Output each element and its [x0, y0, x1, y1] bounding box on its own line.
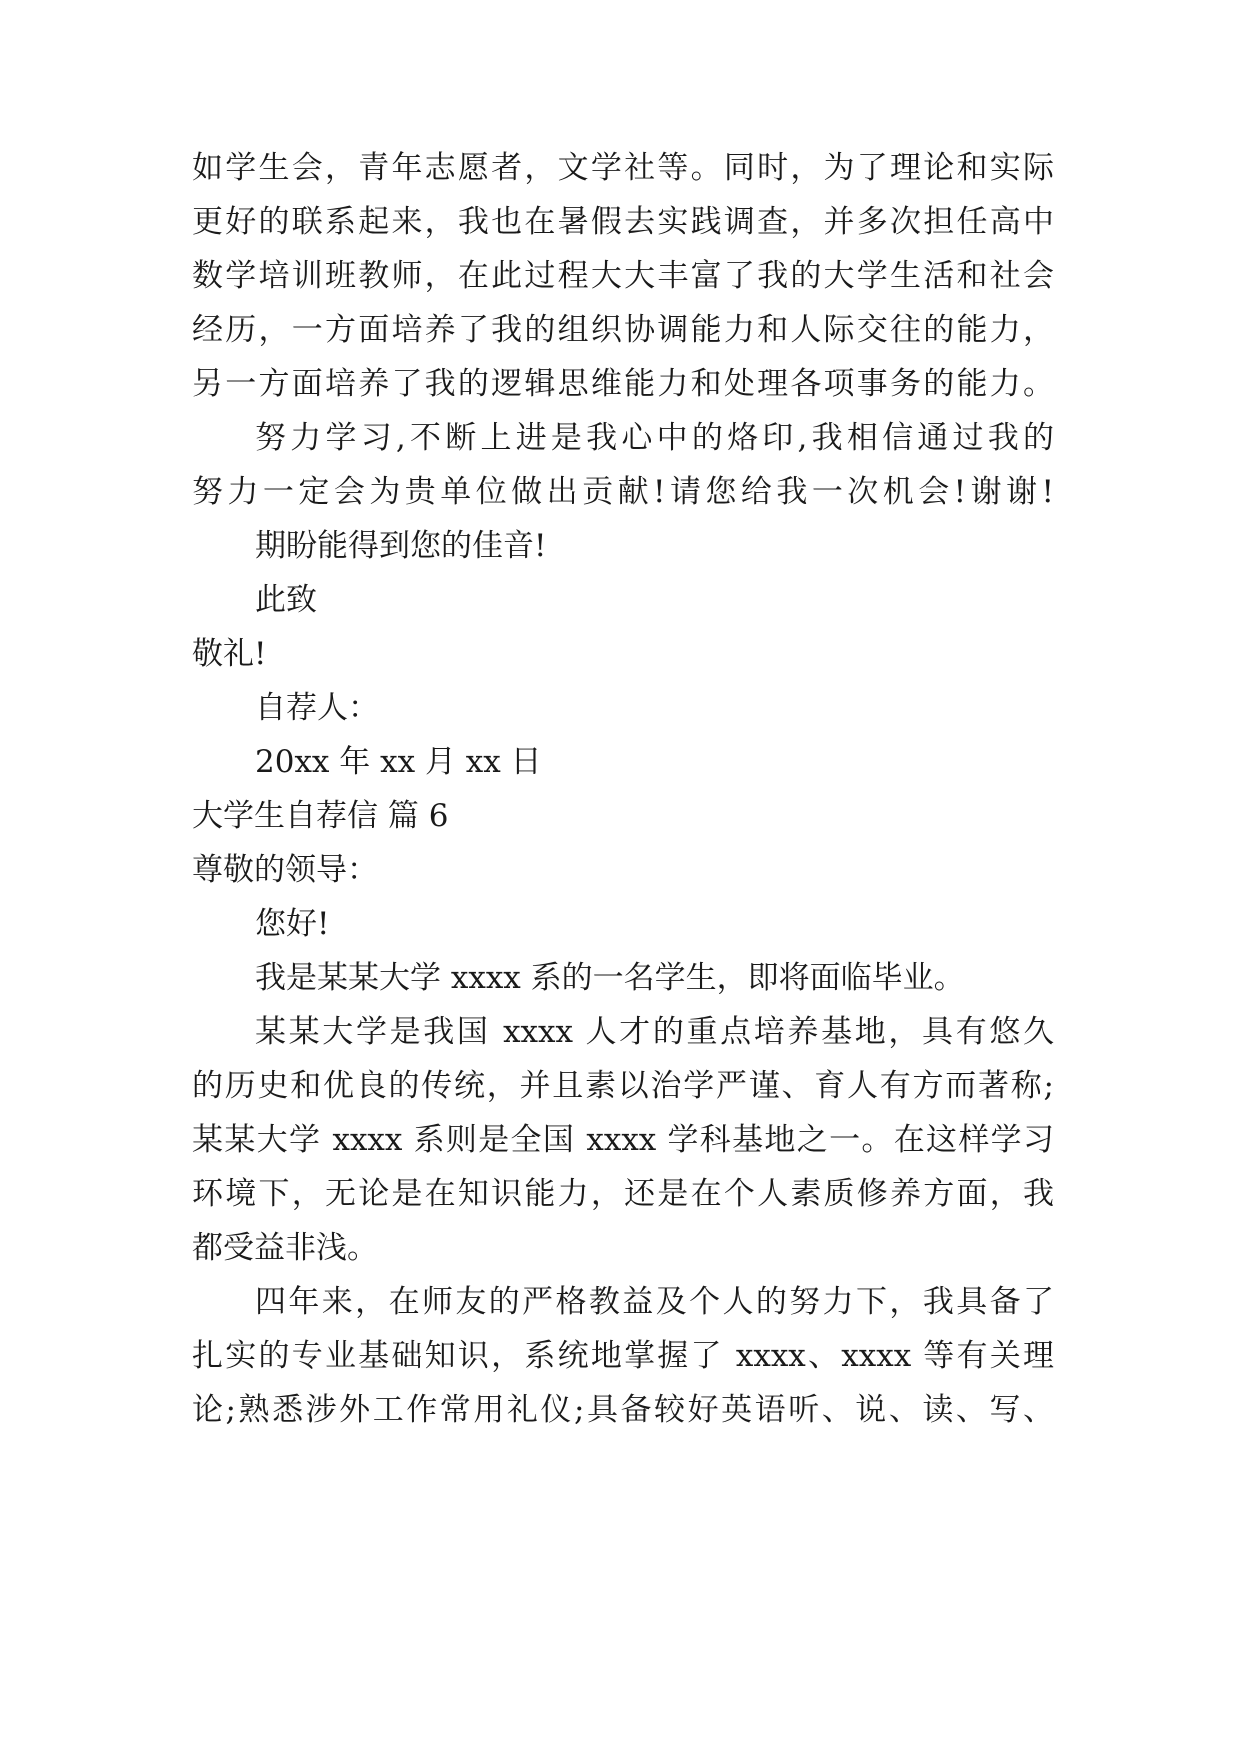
text-line: 扎实的专业基础知识，系统地掌握了 xxxx、xxxx 等有关理	[192, 1338, 1054, 1374]
signature-label: 自荐人：	[255, 690, 379, 726]
text-line: 某某大学 xxxx 系则是全国 xxxx 学科基地之一。在这样学习	[192, 1122, 1054, 1158]
text-line: 环境下，无论是在知识能力，还是在个人素质修养方面，我	[192, 1176, 1054, 1212]
text-line: 如学生会，青年志愿者，文学社等。同时，为了理论和实际	[192, 150, 1054, 186]
text-line: 经历，一方面培养了我的组织协调能力和人际交往的能力，	[192, 312, 1054, 348]
text-line: 论;熟悉涉外工作常用礼仪;具备较好英语听、说、读、写、	[192, 1392, 1054, 1428]
text-line: 都受益非浅。	[192, 1230, 378, 1266]
text-line: 某某大学是我国 xxxx 人才的重点培养基地，具有悠久	[255, 1014, 1054, 1050]
text-line: 努力学习,不断上进是我心中的烙印,我相信通过我的	[255, 420, 1054, 456]
section-heading: 大学生自荐信 篇 6	[192, 798, 449, 834]
greeting-line: 尊敬的领导：	[192, 852, 378, 888]
date-line: 20xx 年 xx 月 xx 日	[255, 744, 542, 780]
salutation-line: 此致	[255, 582, 317, 618]
closing-line: 敬礼!	[192, 636, 267, 672]
text-line: 期盼能得到您的佳音!	[255, 528, 547, 564]
text-line: 另一方面培养了我的逻辑思维能力和处理各项事务的能力。	[192, 366, 1054, 402]
text-line: 四年来，在师友的严格教益及个人的努力下，我具备了	[255, 1284, 1054, 1320]
text-line: 您好!	[255, 906, 330, 942]
text-line: 努力一定会为贵单位做出贡献!请您给我一次机会!谢谢!	[192, 474, 1054, 510]
text-line: 我是某某大学 xxxx 系的一名学生，即将面临毕业。	[255, 960, 965, 996]
text-line: 数学培训班教师，在此过程大大丰富了我的大学生活和社会	[192, 258, 1054, 294]
text-line: 更好的联系起来，我也在暑假去实践调查，并多次担任高中	[192, 204, 1054, 240]
text-line: 的历史和优良的传统，并且素以治学严谨、育人有方而著称;	[192, 1068, 1054, 1104]
